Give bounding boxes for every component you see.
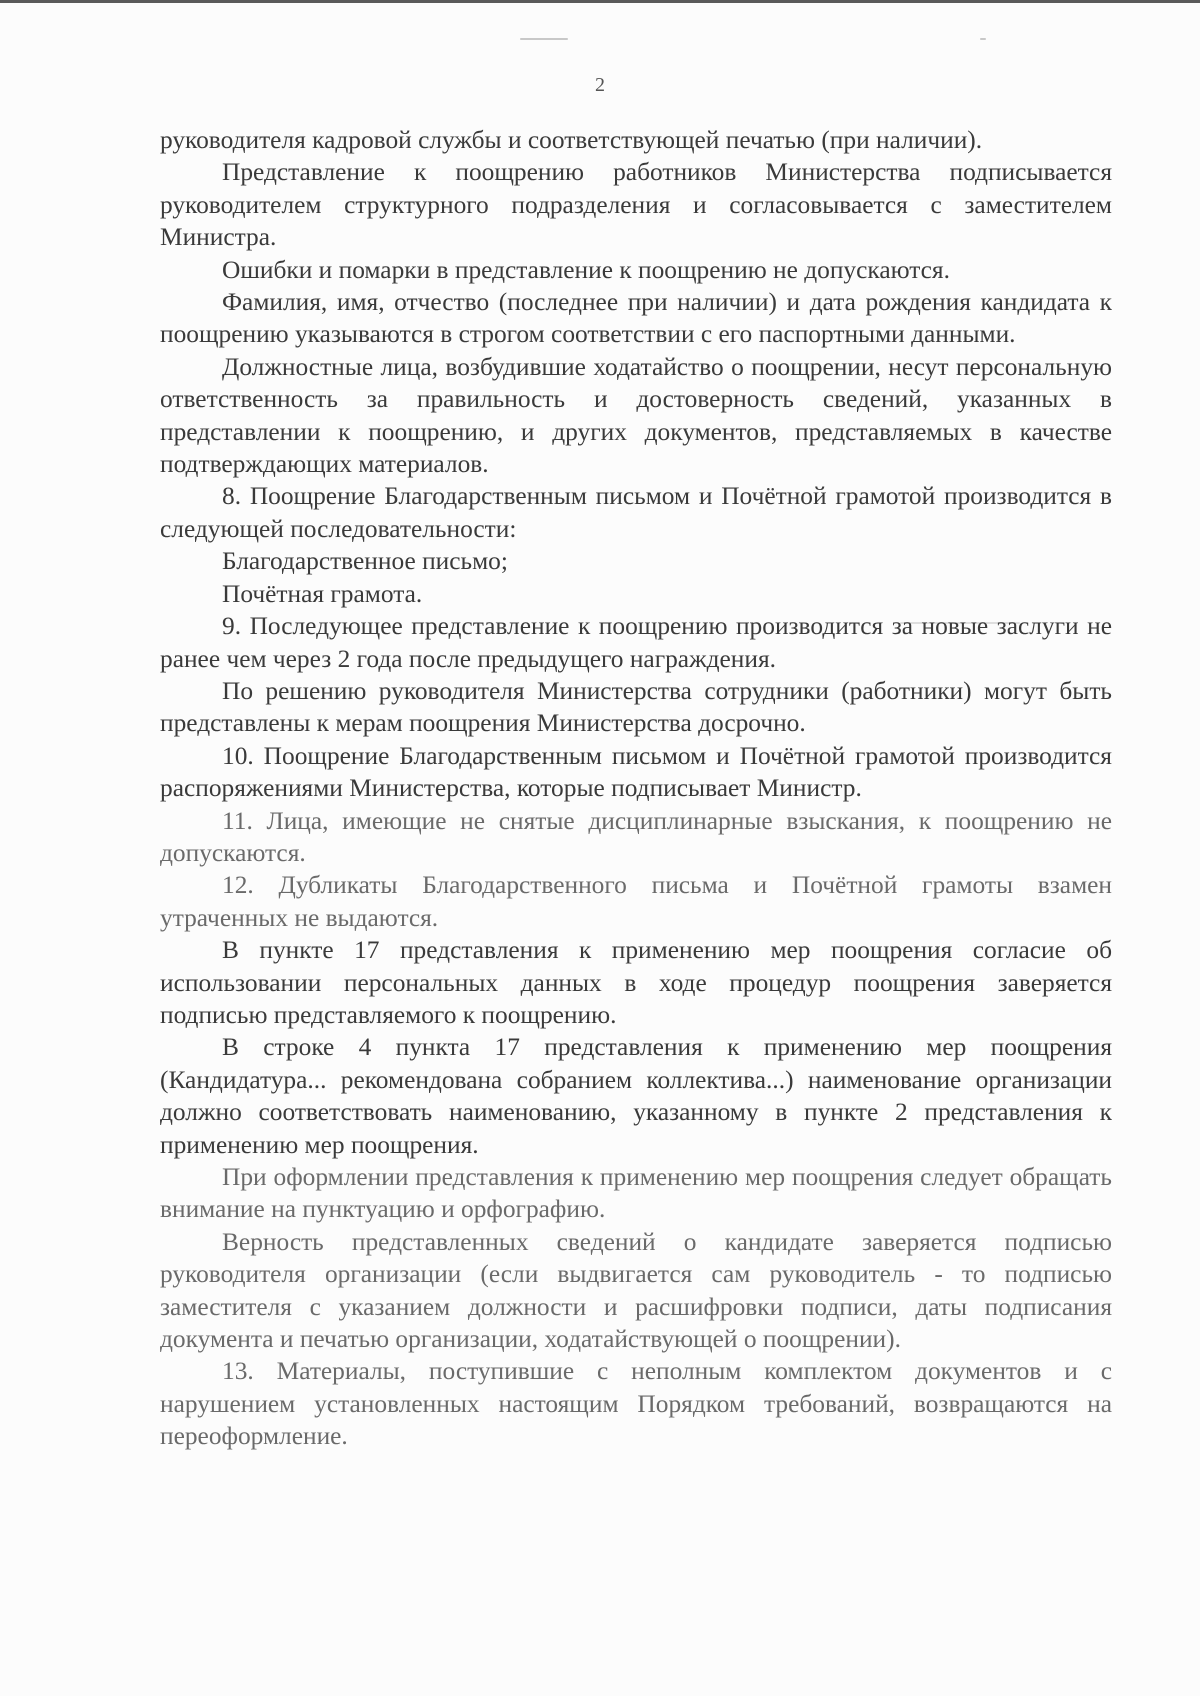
- paragraph: Верность представленных сведений о кандидате заверяется подписью руководителя организации (если выдвигается сам руководитель - то подписью заместителя с указанием должности и расшифровки подписи, даты подписания документа и печатью организации, ходатайствующей о поощрении).: [160, 1227, 1112, 1354]
- scan-smudge: [520, 38, 568, 40]
- paragraph: Ошибки и помарки в представление к поощрению не допускаются.: [222, 255, 950, 284]
- paragraph: Фамилия, имя, отчество (последнее при наличии) и дата рождения кандидата к поощрению указываются в строгом соответствии с его паспортными данными.: [160, 288, 1112, 349]
- paragraph: Должностные лица, возбудившие ходатайство о поощрении, несут персональную ответственность за правильность и достоверность сведений, указанных в представлении к поощрению, и других документов, представляемых в качестве подтверждающих материалов.: [160, 352, 1112, 479]
- paragraph: 9. Последующее представление к поощрению производится за новые заслуги не ранее чем через 2 года после предыдущего награждения.: [160, 612, 1112, 673]
- paragraph: 8. Поощрение Благодарственным письмом и Почётной грамотой производится в следующей последовательности:: [160, 482, 1112, 543]
- paragraph: Почётная грамота.: [222, 579, 423, 608]
- paragraph: Благодарственное письмо;: [222, 547, 508, 576]
- paragraph: При оформлении представления к применению мер поощрения следует обращать внимание на пунктуацию и орфографию.: [160, 1163, 1112, 1224]
- document-body: [160, 124, 1112, 1453]
- paragraph: 12. Дубликаты Благодарственного письма и Почётной грамоты взамен утраченных не выдаются.: [160, 871, 1112, 932]
- page-number: 2: [595, 74, 605, 96]
- paragraph: По решению руководителя Министерства сотрудники (работники) могут быть представлены к мерам поощрения Министерства досрочно.: [160, 676, 1112, 738]
- paragraph: руководителя кадровой службы и соответствующей печатью (при наличии).: [160, 126, 983, 154]
- paragraph: 10. Поощрение Благодарственным письмом и Почётной грамотой производится распоряжениями Министерства, которые подписывает Министр.: [160, 741, 1112, 803]
- scan-smudge: [980, 38, 986, 40]
- paragraph: В строке 4 пункта 17 представления к применению мер поощрения (Кандидатура... рекомендована собранием коллектива...) наименование организации должно соответствовать наименованию, указанному в пункте 2 представления к применению мер поощрения.: [160, 1033, 1112, 1159]
- paragraph: Представление к поощрению работников Министерства подписывается руководителем структурного подразделения и согласовывается с заместителем Министра.: [160, 158, 1112, 252]
- paragraph: 13. Материалы, поступившие с неполным комплектом документов и с нарушением установленных настоящим Порядком требований, возвращаются на переоформление.: [160, 1357, 1112, 1451]
- paragraph: 11. Лица, имеющие не снятые дисциплинарные взыскания, к поощрению не допускаются.: [160, 806, 1112, 867]
- scan-top-edge: [0, 0, 1200, 3]
- paragraph: В пункте 17 представления к применению мер поощрения согласие об использовании персональных данных в ходе процедур поощрения заверяется подписью представляемого к поощрению.: [160, 936, 1112, 1029]
